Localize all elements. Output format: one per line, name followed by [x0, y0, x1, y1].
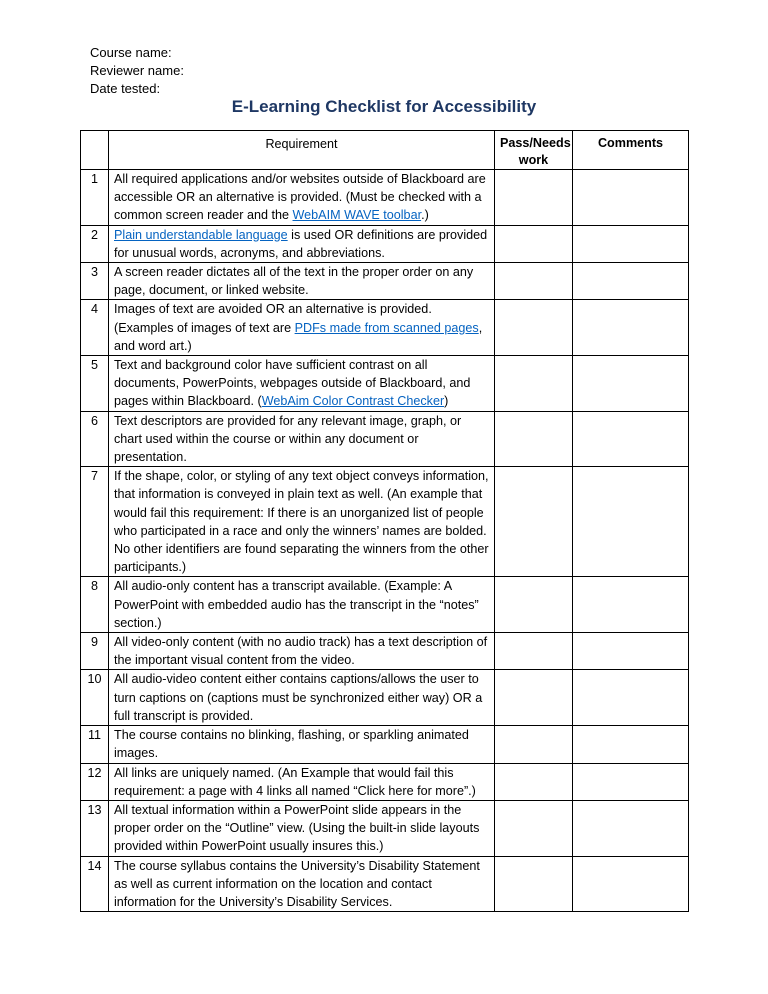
- reviewer-name-label: Reviewer name:: [90, 63, 184, 78]
- table-row: [81, 411, 689, 467]
- requirement-text: Text descriptors are provided for any relevant image, graph, or chart used within the course or within any document or presentation.: [114, 413, 462, 465]
- comments-cell[interactable]: [573, 577, 689, 633]
- document-title: E-Learning Checklist for Accessibility: [231, 97, 537, 116]
- requirement-cell: [109, 356, 495, 412]
- comments-cell[interactable]: [573, 726, 689, 763]
- requirement-text: , and word art.): [114, 320, 483, 353]
- requirement-text: is used OR definitions are provided for unusual words, acronyms, and abbreviations.: [114, 227, 488, 260]
- pass-needs-work-cell[interactable]: [495, 170, 573, 226]
- requirement-cell: [109, 467, 495, 577]
- table-row: [81, 170, 689, 226]
- row-number: 5: [81, 356, 109, 412]
- comments-cell[interactable]: [573, 763, 689, 800]
- requirement-text: The course syllabus contains the University’s Disability Statement as well as current information on the location and contact information for the University’s Disability Services.: [114, 858, 480, 909]
- requirement-link[interactable]: WebAIM WAVE toolbar: [292, 208, 422, 223]
- requirement-text: A screen reader dictates all of the text in the proper order on any page, document, or linked website.: [114, 265, 474, 298]
- table-row: [81, 263, 689, 300]
- row-number: 1: [81, 170, 109, 226]
- pass-needs-work-cell[interactable]: [495, 225, 573, 262]
- row-number: 4: [81, 300, 109, 356]
- pass-needs-work-cell[interactable]: [495, 856, 573, 912]
- requirement-text: ): [444, 394, 449, 409]
- requirement-cell: [109, 763, 495, 800]
- row-number: 6: [81, 411, 109, 467]
- table-row: [81, 577, 689, 633]
- table-row: [81, 300, 689, 356]
- requirement-cell: [109, 170, 495, 226]
- row-number: 8: [81, 577, 109, 633]
- pass-needs-work-cell[interactable]: [495, 577, 573, 633]
- comments-cell[interactable]: [573, 300, 689, 356]
- row-number: 3: [81, 263, 109, 300]
- pass-needs-work-header: Pass/Needs work: [495, 131, 573, 170]
- requirement-cell: [109, 726, 495, 763]
- requirement-text: If the shape, color, or styling of any text object conveys information, that information is conveyed in plain text as well. (An example that would fail this requirement: If there is an unorganized list of people who participated in a race and only the winners’ names are bolded. No other identifiers are found separating the winners from the other participants.): [114, 469, 489, 575]
- row-number: 9: [81, 633, 109, 670]
- comments-header: Comments: [573, 131, 689, 170]
- requirement-link[interactable]: Plain understandable language: [114, 227, 288, 242]
- row-number: 14: [81, 856, 109, 912]
- checklist-table: [80, 130, 689, 912]
- table-header-row: [81, 131, 689, 170]
- comments-cell[interactable]: [573, 170, 689, 226]
- row-number: 12: [81, 763, 109, 800]
- table-row: [81, 670, 689, 726]
- requirement-text: All video-only content (with no audio track) has a text description of the important visual content from the video.: [114, 635, 488, 668]
- requirement-link[interactable]: WebAim Color Contrast Checker: [261, 394, 445, 409]
- comments-cell[interactable]: [573, 411, 689, 467]
- requirement-text: All textual information within a PowerPoint slide appears in the proper order on the “Outline” view. (Using the built-in slide layouts provided within PowerPoint usually insures this.): [114, 802, 480, 854]
- requirement-text: All audio-only content has a transcript available. (Example: A PowerPoint with embedded audio has the transcript in the “notes” section.): [114, 579, 479, 630]
- requirement-cell: [109, 856, 495, 912]
- requirement-cell: [109, 300, 495, 356]
- requirement-cell: [109, 225, 495, 262]
- comments-cell[interactable]: [573, 467, 689, 577]
- requirement-cell: [109, 263, 495, 300]
- comments-cell[interactable]: [573, 670, 689, 726]
- requirement-text: Text and background color have sufficient contrast on all documents, PowerPoints, webpages outside of Blackboard, and pages within Blackboard. (: [114, 358, 471, 409]
- pass-needs-work-cell[interactable]: [495, 800, 573, 856]
- pass-needs-work-cell[interactable]: [495, 411, 573, 467]
- pass-needs-work-cell[interactable]: [495, 726, 573, 763]
- requirement-cell: [109, 411, 495, 467]
- pass-needs-work-cell[interactable]: [495, 670, 573, 726]
- table-row: [81, 356, 689, 412]
- table-row: [81, 800, 689, 856]
- table-row: [81, 633, 689, 670]
- row-number: 2: [81, 225, 109, 262]
- checklist-rows: [81, 170, 689, 912]
- document-header-fields: [90, 44, 184, 98]
- pass-needs-work-cell[interactable]: [495, 467, 573, 577]
- requirement-cell: [109, 800, 495, 856]
- comments-cell[interactable]: [573, 633, 689, 670]
- requirement-text: Images of text are avoided OR an alternative is provided. (Examples of images of text are: [114, 302, 432, 335]
- table-row: [81, 856, 689, 912]
- comments-cell[interactable]: [573, 263, 689, 300]
- table-row: [81, 726, 689, 763]
- comments-cell[interactable]: [573, 356, 689, 412]
- table-row: [81, 225, 689, 262]
- date-tested-label: Date tested:: [90, 81, 161, 96]
- pass-needs-work-cell[interactable]: [495, 356, 573, 412]
- requirement-cell: [109, 577, 495, 633]
- requirement-text: .): [421, 208, 429, 223]
- comments-cell[interactable]: [573, 225, 689, 262]
- row-number: 10: [81, 670, 109, 726]
- requirement-text: The course contains no blinking, flashing, or sparkling animated images.: [114, 728, 469, 761]
- row-number: 13: [81, 800, 109, 856]
- row-number: 11: [81, 726, 109, 763]
- pass-needs-work-cell[interactable]: [495, 633, 573, 670]
- pass-needs-work-cell[interactable]: [495, 763, 573, 800]
- requirement-header: Requirement: [109, 131, 495, 170]
- table-row: [81, 467, 689, 577]
- requirement-text: All links are uniquely named. (An Example that would fail this requirement: a page with 4 links all named “Click here for more”.): [114, 765, 476, 798]
- pass-needs-work-cell[interactable]: [495, 300, 573, 356]
- table-row: [81, 763, 689, 800]
- requirement-cell: [109, 670, 495, 726]
- course-name-label: Course name:: [90, 45, 172, 60]
- comments-cell[interactable]: [573, 800, 689, 856]
- pass-needs-work-cell[interactable]: [495, 263, 573, 300]
- number-header: [81, 131, 109, 170]
- row-number: 7: [81, 467, 109, 577]
- requirement-link[interactable]: PDFs made from scanned pages: [294, 320, 479, 335]
- requirement-cell: [109, 633, 495, 670]
- comments-cell[interactable]: [573, 856, 689, 912]
- requirement-text: All audio-video content either contains captions/allows the user to turn captions on (captions must be synchronized either way) OR a full transcript is provided.: [114, 672, 483, 723]
- requirement-text: All required applications and/or websites outside of Blackboard are accessible OR an alternative is provided. (Must be checked with a common screen reader and the: [114, 172, 486, 223]
